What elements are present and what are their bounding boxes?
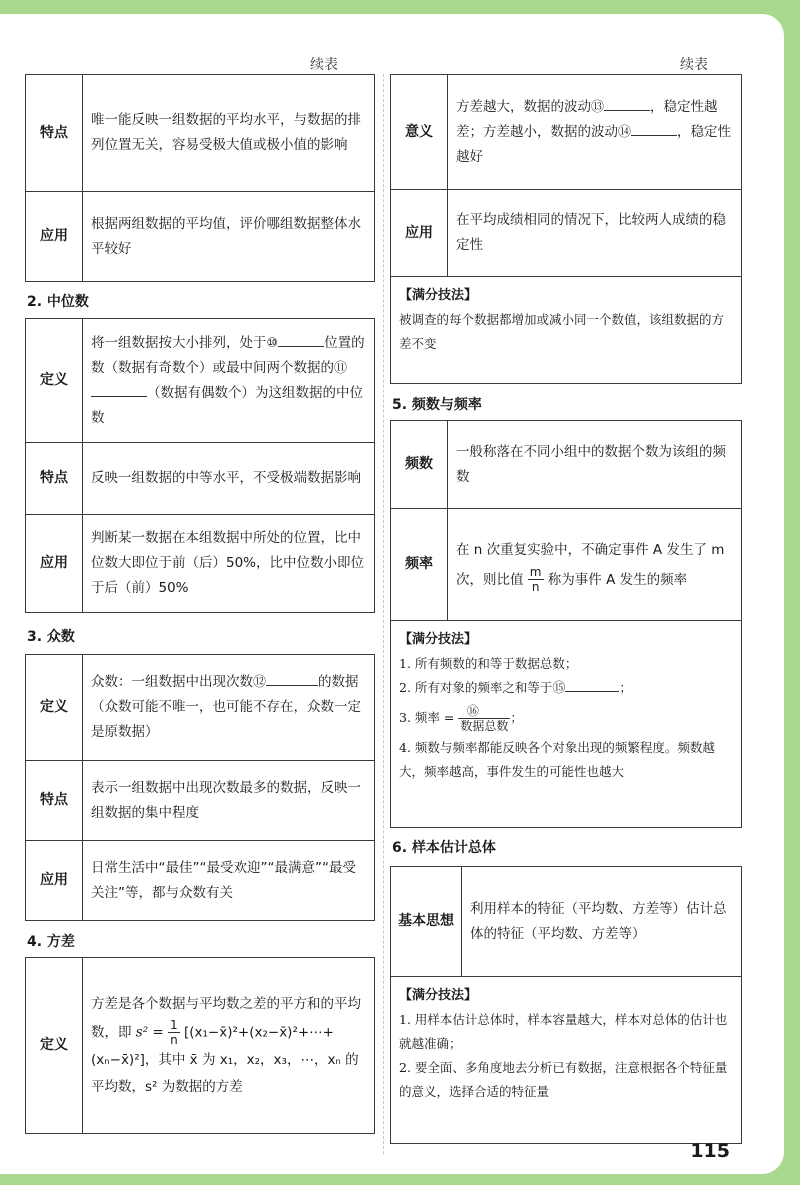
mean-feature-label: 特点 bbox=[26, 75, 83, 192]
median-feature-text: 反映一组数据的中等水平，不受极端数据影响 bbox=[83, 443, 375, 515]
mean-table bbox=[25, 74, 375, 282]
freq-count-label: 频数 bbox=[391, 421, 448, 509]
column-divider bbox=[383, 74, 384, 1154]
blank-13[interactable] bbox=[604, 110, 650, 111]
median-table bbox=[25, 318, 375, 613]
freq-rate-den: n bbox=[531, 580, 540, 594]
variance-meaning-cell bbox=[448, 75, 742, 190]
blank-12[interactable] bbox=[266, 685, 318, 686]
frequency-tip-3b: ； bbox=[510, 710, 523, 725]
variance-meaning-label: 意义 bbox=[391, 75, 448, 190]
blank-16[interactable] bbox=[458, 704, 510, 719]
blank-11-number: ⑪ bbox=[334, 360, 348, 376]
frequency-tip-box bbox=[390, 620, 742, 828]
mode-feature-text: 表示一组数据中出现次数最多的数据，反映一组数据的集中程度 bbox=[83, 761, 375, 841]
sample-tip-title: 【满分技法】 bbox=[399, 988, 478, 1003]
sample-title: 6. 样本估计总体 bbox=[392, 840, 496, 856]
frequency-tip-4: 4. 频数与频率都能反映各个对象出现的频繁程度。频数越大，频率越高，事件发生的可能性也越大 bbox=[399, 740, 715, 779]
variance-def-a: 方差是各个数据与平均数之差的平方和的平均数，即 bbox=[91, 995, 361, 1040]
formula-num: 1 bbox=[170, 1017, 178, 1032]
mode-app-text: 日常生活中“最佳”“最受欢迎”“最满意”“最受关注”等，都与众数有关 bbox=[83, 841, 375, 921]
mode-def-b: 的数据（众数可能不唯一，也可能不存在，众数一定是原数据） bbox=[91, 674, 361, 740]
median-app-label: 应用 bbox=[26, 515, 83, 613]
blank-14-number: ⑭ bbox=[618, 124, 632, 140]
page bbox=[0, 14, 784, 1174]
sample-tip-1: 1. 用样本估计总体时，样本容量越大，样本对总体的估计也就越准确； bbox=[399, 1012, 728, 1051]
mode-def-a: 众数：一组数据中出现次数 bbox=[91, 674, 253, 690]
freq-rate-cell bbox=[448, 509, 742, 621]
mode-def-cell bbox=[83, 655, 375, 761]
freq-rate-num: m bbox=[529, 565, 542, 579]
blank-12-number: ⑫ bbox=[253, 675, 267, 690]
page-number: 115 bbox=[690, 1140, 730, 1162]
blank-11[interactable] bbox=[91, 396, 147, 397]
freq-rate-b: 称为事件 A 发生的频率 bbox=[547, 571, 688, 588]
blank-14[interactable] bbox=[631, 135, 677, 136]
variance-title: 4. 方差 bbox=[27, 934, 75, 950]
sample-idea-label: 基本思想 bbox=[391, 867, 462, 977]
mean-app-text: 根据两组数据的平均值，评价哪组数据整体水平较好 bbox=[83, 192, 375, 282]
frequency-tip-2b: ； bbox=[619, 680, 632, 695]
formula-lhs: s² = bbox=[135, 1024, 164, 1040]
sample-tip-box bbox=[390, 976, 742, 1144]
variance-def-b: 的平均数，s² 为数据的方差 bbox=[91, 1051, 359, 1095]
formula-fraction bbox=[168, 1018, 180, 1047]
variance-def-label: 定义 bbox=[26, 958, 83, 1134]
mode-def-label: 定义 bbox=[26, 655, 83, 761]
frequency-tip-2a: 2. 所有对象的频率之和等于 bbox=[399, 680, 553, 695]
median-feature-label: 特点 bbox=[26, 443, 83, 515]
freq-count-text: 一般称落在不同小组中的数据个数为该组的频数 bbox=[448, 421, 742, 509]
frequency-tip-title: 【满分技法】 bbox=[399, 632, 478, 647]
median-app-text: 判断某一数据在本组数据中所处的位置，比中位数大即位于前（后）50%，比中位数小即位于后（前）50% bbox=[83, 515, 375, 613]
freq-rate-a: 在 n 次重复实验中，不确定事件 A 发生了 m 次，则比值 bbox=[456, 541, 725, 588]
freq-rate-label: 频率 bbox=[391, 509, 448, 621]
variance-tip-box bbox=[390, 276, 742, 384]
blank-10-number: ⑩ bbox=[266, 335, 279, 351]
blank-15[interactable] bbox=[565, 691, 619, 692]
variance-table bbox=[390, 74, 742, 277]
frequency-tip-3a: 3. 频率 = bbox=[399, 710, 455, 725]
median-def-cell bbox=[83, 319, 375, 443]
sample-tip-2: 2. 要全面、多角度地去分析已有数据，注意根据各个特征量的意义，选择合适的特征量 bbox=[399, 1060, 728, 1099]
blank-16-number: ⑯ bbox=[466, 704, 479, 718]
median-def-label: 定义 bbox=[26, 319, 83, 443]
frequency-tip-3-den: 数据总数 bbox=[460, 719, 509, 733]
frequency-tip-3-fraction bbox=[458, 704, 510, 733]
mode-table bbox=[25, 654, 375, 921]
median-title: 2. 中位数 bbox=[27, 294, 89, 310]
blank-15-number: ⑮ bbox=[552, 681, 566, 696]
continued-label-right: 续表 bbox=[680, 57, 708, 73]
variance-app-text: 在平均成绩相同的情况下，比较两人成绩的稳定性 bbox=[448, 190, 742, 277]
blank-13-number: ⑬ bbox=[591, 99, 605, 115]
mean-app-label: 应用 bbox=[26, 192, 83, 282]
frequency-tip-3 bbox=[399, 704, 733, 733]
variance-tip-text: 被调查的每个数据都增加或减小同一个数值，该组数据的方差不变 bbox=[399, 312, 725, 351]
mode-title: 3. 众数 bbox=[27, 629, 75, 645]
formula-den: n bbox=[170, 1032, 178, 1047]
frequency-tip-1: 1. 所有频数的和等于数据总数； bbox=[399, 656, 578, 671]
variance-meaning-a: 方差越大，数据的波动 bbox=[456, 98, 591, 115]
freq-rate-fraction bbox=[528, 565, 544, 594]
median-def-c: （数据有偶数个）为这组数据的中位数 bbox=[91, 384, 363, 426]
sample-idea-text: 利用样本的特征（平均数、方差等）估计总体的特征（平均数、方差等） bbox=[462, 867, 742, 977]
blank-10[interactable] bbox=[278, 346, 324, 347]
frequency-tip-2 bbox=[399, 676, 733, 701]
continued-label-left: 续表 bbox=[310, 57, 338, 73]
mode-feature-label: 特点 bbox=[26, 761, 83, 841]
median-def-b: 位置的数（数据有奇数个）或最中间两个数据的 bbox=[91, 334, 365, 376]
variance-tip-title: 【满分技法】 bbox=[399, 288, 478, 303]
mode-app-label: 应用 bbox=[26, 841, 83, 921]
variance-meaning-b: ，稳定性越差；方差越小，数据的波动 bbox=[456, 98, 718, 140]
formula-body: [(x₁−x̄)²+(x₂−x̄)²+⋯+(xₙ−x̄)²]，其中 x̄ 为 x₁，x₂，x₃，⋯，xₙ bbox=[91, 1024, 341, 1068]
variance-def-table bbox=[25, 957, 375, 1134]
mean-feature-text: 唯一能反映一组数据的平均水平，与数据的排列位置无关，容易受极大值或极小值的影响 bbox=[83, 75, 375, 192]
variance-def-cell bbox=[83, 958, 375, 1134]
frequency-title: 5. 频数与频率 bbox=[392, 397, 482, 413]
variance-meaning-c: ，稳定性越好 bbox=[456, 123, 732, 165]
frequency-table bbox=[390, 420, 742, 621]
median-def-a: 将一组数据按大小排列，处于 bbox=[91, 334, 267, 351]
sample-table bbox=[390, 866, 742, 977]
variance-app-label: 应用 bbox=[391, 190, 448, 277]
